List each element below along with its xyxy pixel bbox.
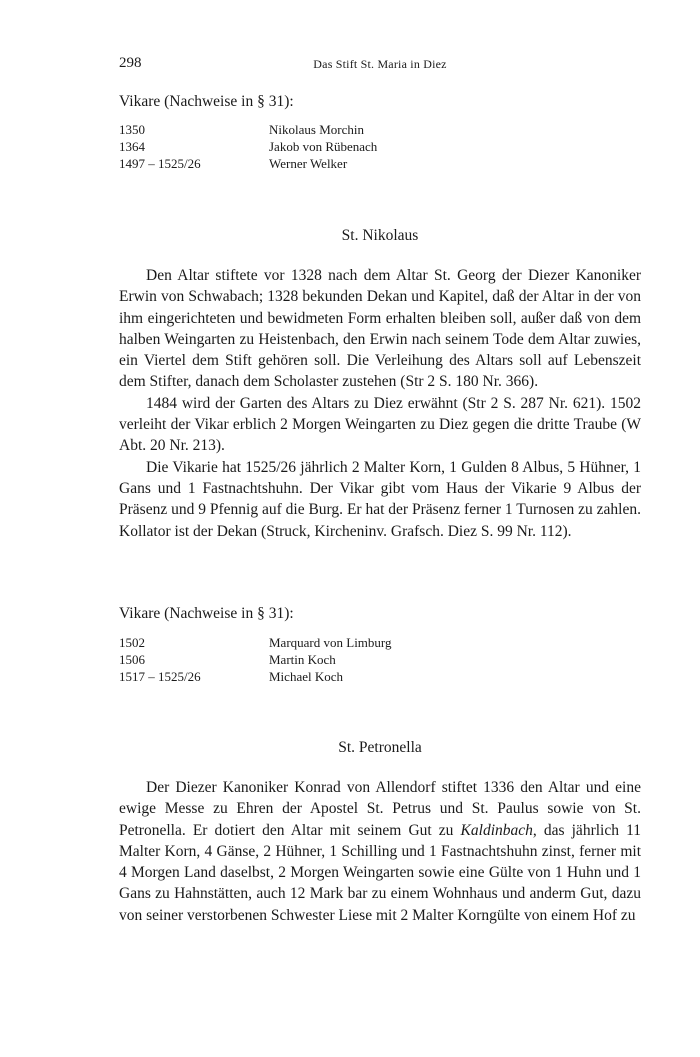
vikare-heading: Vikare (Nachweise in § 31): [119, 605, 294, 622]
paragraph-text: , das jährlich 11 Malter Korn, 4 Gänse, 2 Hühner, 1 Schilling und 1 Fastnachtshuhn zinst, ferner mit 4 Morgen Land daselbst, 2 Morgen Weingarten sowie eine Gülte von 1 Huhn und 1 Gans zu Hahnstätten, auch 12 Mark bar zu einem Wohnhaus und anderm Gut, dazu von seiner verstorbenen Schwester Liese mit 2 Malter Korngülte von einem Hof zu [119, 821, 641, 924]
vikare-list [119, 121, 641, 172]
paragraph: Die Vikarie hat 1525/26 jährlich 2 Malter Korn, 1 Gulden 8 Albus, 5 Hühner, 1 Gans und 1 Fastnachtshuhn. Der Vikar gibt vom Haus der Vikarie 9 Albus der Präsenz und 9 Pfennig auf die Burg. Er hat der Präsenz ferner 1 Turnosen zu zahlen. Kollator ist der Dekan (Struck, Kircheninv. Grafsch. Diez S. 99 Nr. 112). [119, 458, 641, 540]
page-number: 298 [119, 55, 142, 71]
vikare-row [119, 121, 641, 138]
vikare-name: Michael Koch [269, 669, 344, 684]
vikare-row [119, 634, 641, 651]
page-header [119, 55, 641, 75]
running-head: Das Stift St. Maria in Diez [313, 57, 447, 71]
paragraph [119, 777, 641, 926]
vikare-list [119, 634, 641, 685]
vikare-row [119, 155, 641, 172]
paragraph: 1484 wird der Garten des Altars zu Diez erwähnt (Str 2 S. 287 Nr. 621). 1502 verleiht der Vikar erblich 2 Morgen Weingarten zu Diez gegen die dritte Traube (W Abt. 20 Nr. 213). [119, 394, 641, 455]
vikare-heading: Vikare (Nachweise in § 31): [119, 93, 294, 110]
vikare-year: 1350 [119, 122, 145, 137]
vikare-row [119, 651, 641, 668]
paragraph: Den Altar stiftete vor 1328 nach dem Altar St. Georg der Diezer Kanoniker Erwin von Schwabach; 1328 bekunden Dekan und Kapitel, daß der Altar in der von ihm eingerichteten und bewidmeten Form erhalten bleiben soll, außer daß von dem halben Weingarten zu Heistenbach, den Erwin nach seinem Tode dem Altar zuwies, ein Viertel dem Stift gehören soll. Die Verleihung des Altars soll auf Lebenszeit dem Stifter, danach dem Scholaster zustehen (Str 2 S. 180 Nr. 366). [119, 267, 641, 391]
vikare-year: 1506 [119, 652, 145, 667]
paragraph-text: Der Diezer Kanoniker Konrad von Allendorf stiftet 1336 den Altar und eine ewige Messe zu Ehren der Apostel St. Petrus und St. Paulus sowie von St. Petronella. Er dotiert den Altar mit seinem Gut zu [119, 779, 641, 839]
vikare-year: 1517 – 1525/26 [119, 669, 201, 684]
vikare-year: 1502 [119, 635, 145, 650]
vikare-name: Nikolaus Morchin [269, 122, 364, 137]
section-heading: St. Petronella [338, 739, 422, 756]
vikare-year: 1497 – 1525/26 [119, 156, 201, 171]
vikare-name: Jakob von Rübenach [269, 139, 378, 154]
vikare-name: Marquard von Limburg [269, 635, 392, 650]
vikare-year: 1364 [119, 139, 145, 154]
place-name: Kaldinbach [460, 821, 533, 839]
vikare-name: Werner Welker [269, 156, 348, 171]
section-text [119, 777, 641, 926]
vikare-row [119, 138, 641, 155]
vikare-row [119, 668, 641, 685]
vikare-name: Martin Koch [269, 652, 336, 667]
section-heading: St. Nikolaus [341, 227, 419, 244]
section-text [119, 265, 641, 542]
